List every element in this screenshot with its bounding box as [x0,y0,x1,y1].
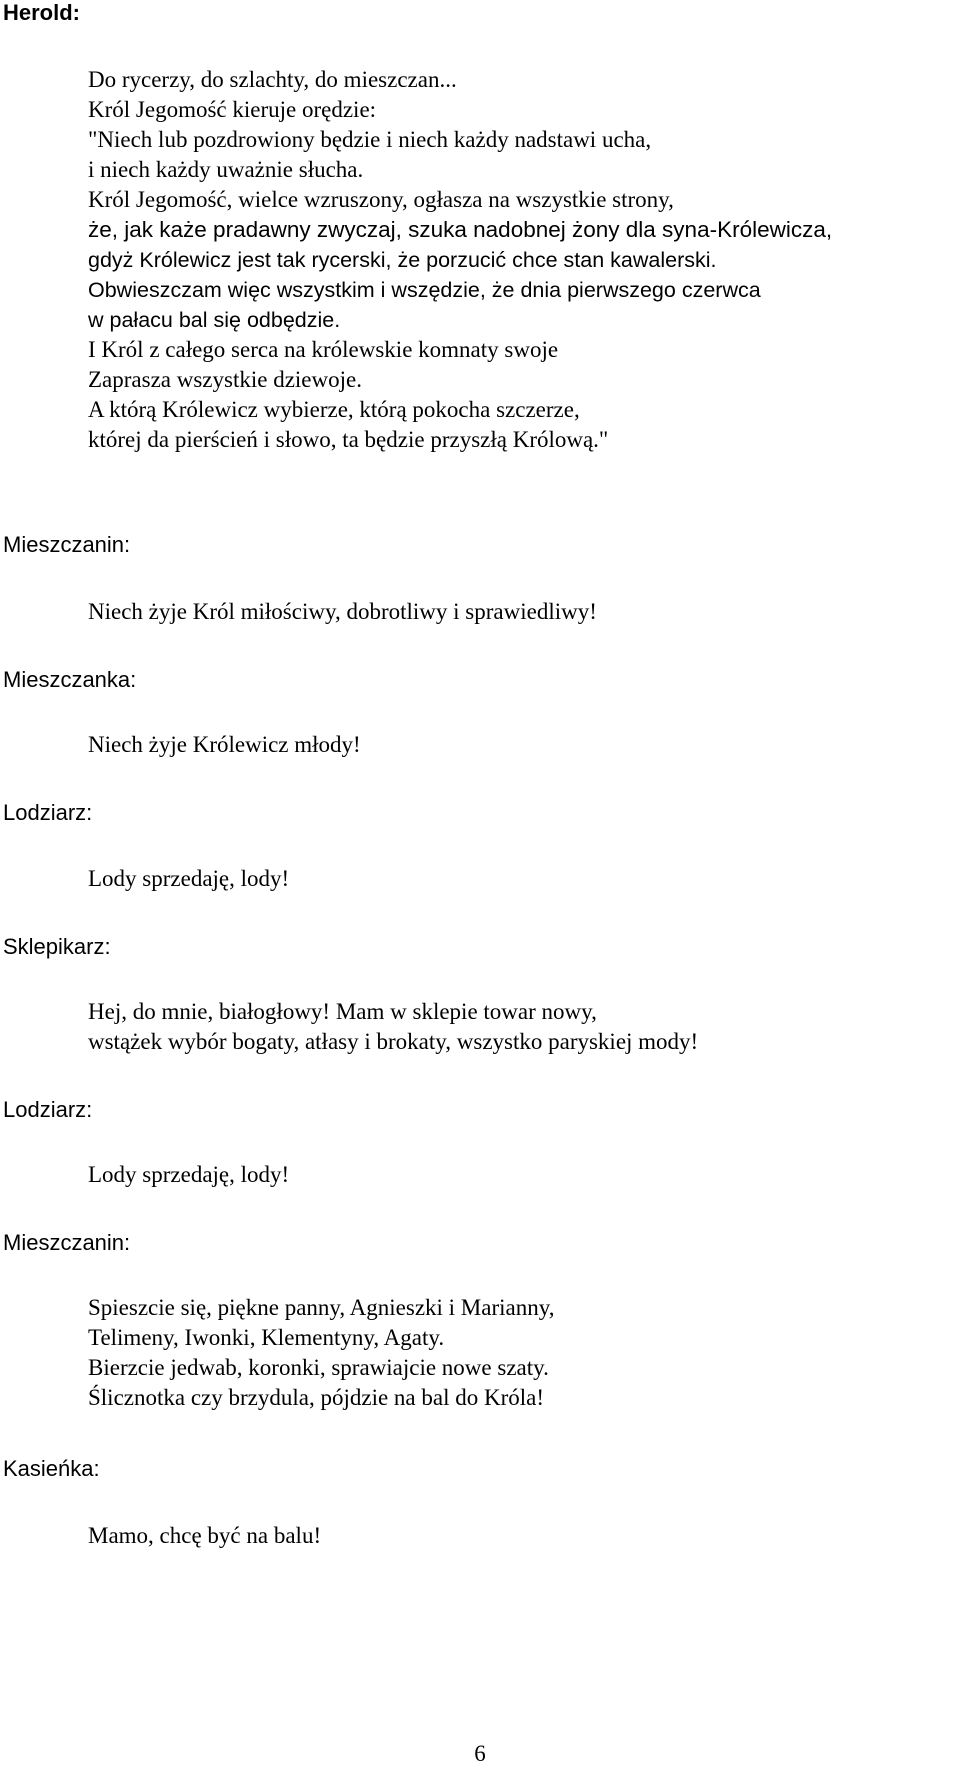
speaker-name: Mieszczanin: [3,532,131,557]
speaker-name: Sklepikarz: [3,934,111,959]
dialogue-block [88,997,960,1057]
dialogue-line: w pałacu bal się odbędzie. [88,308,341,332]
dialogue-block [88,1293,960,1413]
speaker-name: Mieszczanka: [3,667,137,692]
dialogue-line: Król Jegomość kieruje orędzie: [88,97,377,122]
dialogue-line: wstążek wybór bogaty, atłasy i brokaty, wszystko paryskiej mody! [88,1029,699,1054]
dialogue-line: Do rycerzy, do szlachty, do mieszczan... [88,67,457,92]
dialogue-line: że, jak każe pradawny zwyczaj, szuka nadobnej żony dla syna-Królewicza, [88,217,833,242]
dialogue-block [88,597,960,627]
dialogue-line: I Król z całego serca na królewskie komnaty swoje [88,337,559,362]
dialogue-line: "Niech lub pozdrowiony będzie i niech każdy nadstawi ucha, [88,127,652,152]
dialogue-line: Zaprasza wszystkie dziewoje. [88,367,362,392]
dialogue-block [88,65,960,455]
dialogue-line: Mamo, chcę być na balu! [88,1523,322,1548]
dialogue-line: Niech żyje Król miłościwy, dobrotliwy i sprawiedliwy! [88,599,597,624]
dialogue-block [88,1160,960,1190]
dialogue-block [88,1521,960,1551]
dialogue-line: Hej, do mnie, białogłowy! Mam w sklepie towar nowy, [88,999,597,1024]
dialogue-line: Lody sprzedaję, lody! [88,1162,290,1187]
speaker-name: Lodziarz: [3,1097,93,1122]
dialogue-line: Bierzcie jedwab, koronki, sprawiajcie nowe szaty. [88,1355,549,1380]
dialogue-block [88,864,960,894]
speaker-name: Kasieńka: [3,1456,100,1481]
dialogue-line: Lody sprzedaję, lody! [88,866,290,891]
dialogue-line: Niech żyje Królewicz młody! [88,732,361,757]
speaker-name: Herold: [3,0,80,25]
dialogue-line: gdyż Królewicz jest tak rycerski, że porzucić chce stan kawalerski. [88,248,717,272]
dialogue-line: Telimeny, Iwonki, Klementyny, Agaty. [88,1325,445,1350]
dialogue-line: Spieszcie się, piękne panny, Agnieszki i Marianny, [88,1295,555,1320]
dialogue-line: A którą Królewicz wybierze, którą pokocha szczerze, [88,397,580,422]
dialogue-line: Ślicznotka czy brzydula, pójdzie na bal do Króla! [88,1385,545,1410]
dialogue-block [88,730,960,760]
dialogue-line: Król Jegomość, wielce wzruszony, ogłasza na wszystkie strony, [88,187,674,212]
dialogue-line: której da pierścień i słowo, ta będzie przyszłą Królową." [88,427,609,452]
dialogue-line: Obwieszczam więc wszystkim i wszędzie, że dnia pierwszego czerwca [88,278,761,302]
page-number: 6 [474,1741,486,1766]
dialogue-line: i niech każdy uważnie słucha. [88,157,364,182]
speaker-name: Mieszczanin: [3,1230,131,1255]
speaker-name: Lodziarz: [3,800,93,825]
